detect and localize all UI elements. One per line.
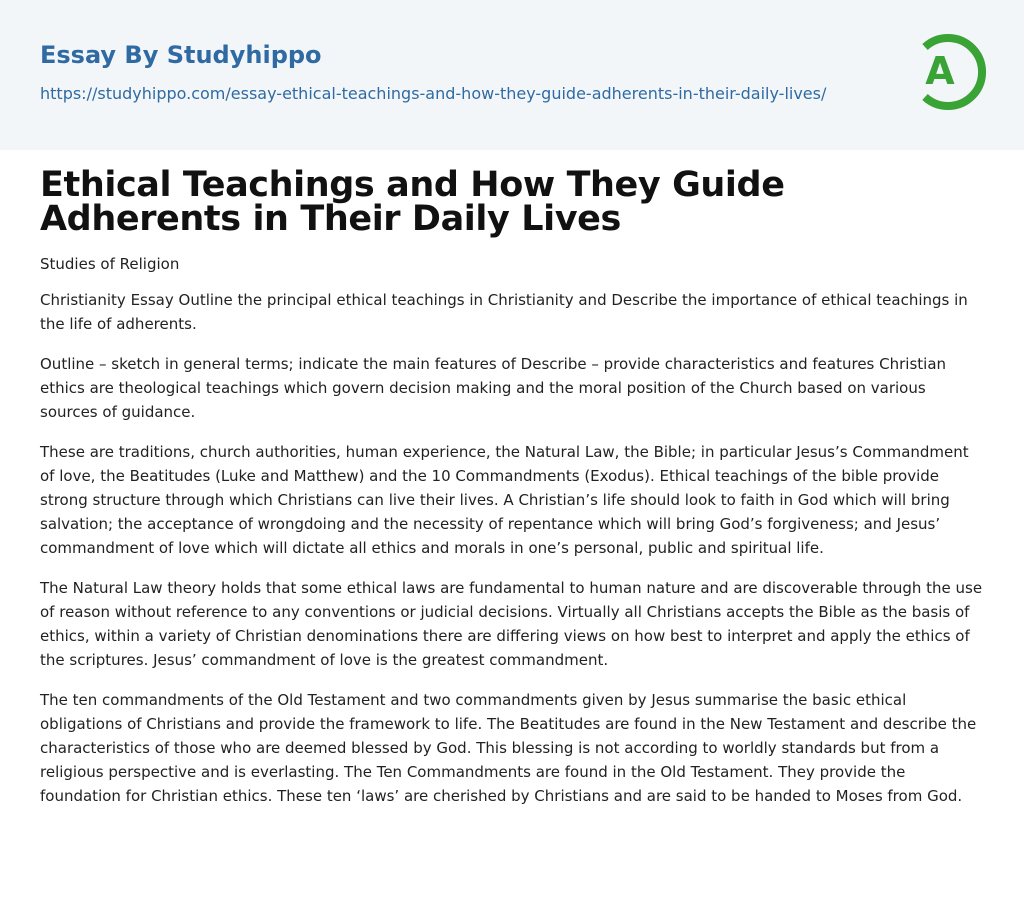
studyhippo-logo-icon[interactable] [912, 29, 986, 115]
article-paragraph: Christianity Essay Outline the principal ethical teachings in Christianity and Describe the importance of ethical teachings in the life of adherents. [40, 291, 968, 333]
site-header [0, 0, 1024, 150]
subject-category: Studies of Religion [40, 255, 180, 273]
source-url-link[interactable]: https://studyhippo.com/essay-ethical-teachings-and-how-they-guide-adherents-in-their-daily-lives/ [40, 84, 827, 103]
article-paragraph: These are traditions, church authorities, human experience, the Natural Law, the Bible; in particular Jesus’s Commandment of love, the Beatitudes (Luke and Matthew) and the 10 Commandments (Exodus). Ethical teachings of the bible provide strong structure through which Christians can live their lives. A Christian’s life should look to faith in God which will bring salvation; the acceptance of wrongdoing and the necessity of repentance which will bring God’s forgiveness; and Jesus’ commandment of love which will dictate all ethics and morals in one’s personal, public and spiritual life. [40, 443, 969, 557]
article [40, 165, 986, 808]
article-paragraph: The ten commandments of the Old Testament and two commandments given by Jesus summarise the basic ethical obligations of Christians and provide the framework to life. The Beatitudes are found in the New Testament and describe the characteristics of those who are deemed blessed by God. This blessing is not according to worldly standards but from a religious perspective and is everlasting. The Ten Commandments are found in the Old Testament. They provide the foundation for Christian ethics. These ten ‘laws’ are cherished by Christians and are said to be handed to Moses from God. [40, 691, 977, 805]
logo-letter: A [925, 49, 955, 93]
article-paragraph: Outline – sketch in general terms; indicate the main features of Describe – provide characteristics and features Christian ethics are theological teachings which govern decision making and the moral position of the Church based on various sources of guidance. [40, 355, 947, 421]
page-title: Ethical Teachings and How They Guide Adherents in Their Daily Lives [40, 165, 785, 239]
article-paragraph: The Natural Law theory holds that some ethical laws are fundamental to human nature and are discoverable through the use of reason without reference to any conventions or judicial decisions. Virtually all Christians accepts the Bible as the basis of ethics, within a variety of Christian denominations there are differing views on how best to interpret and apply the ethics of the scriptures. Jesus’ commandment of love is the greatest commandment. [40, 579, 983, 669]
site-brand[interactable]: Essay By Studyhippo [40, 41, 322, 69]
